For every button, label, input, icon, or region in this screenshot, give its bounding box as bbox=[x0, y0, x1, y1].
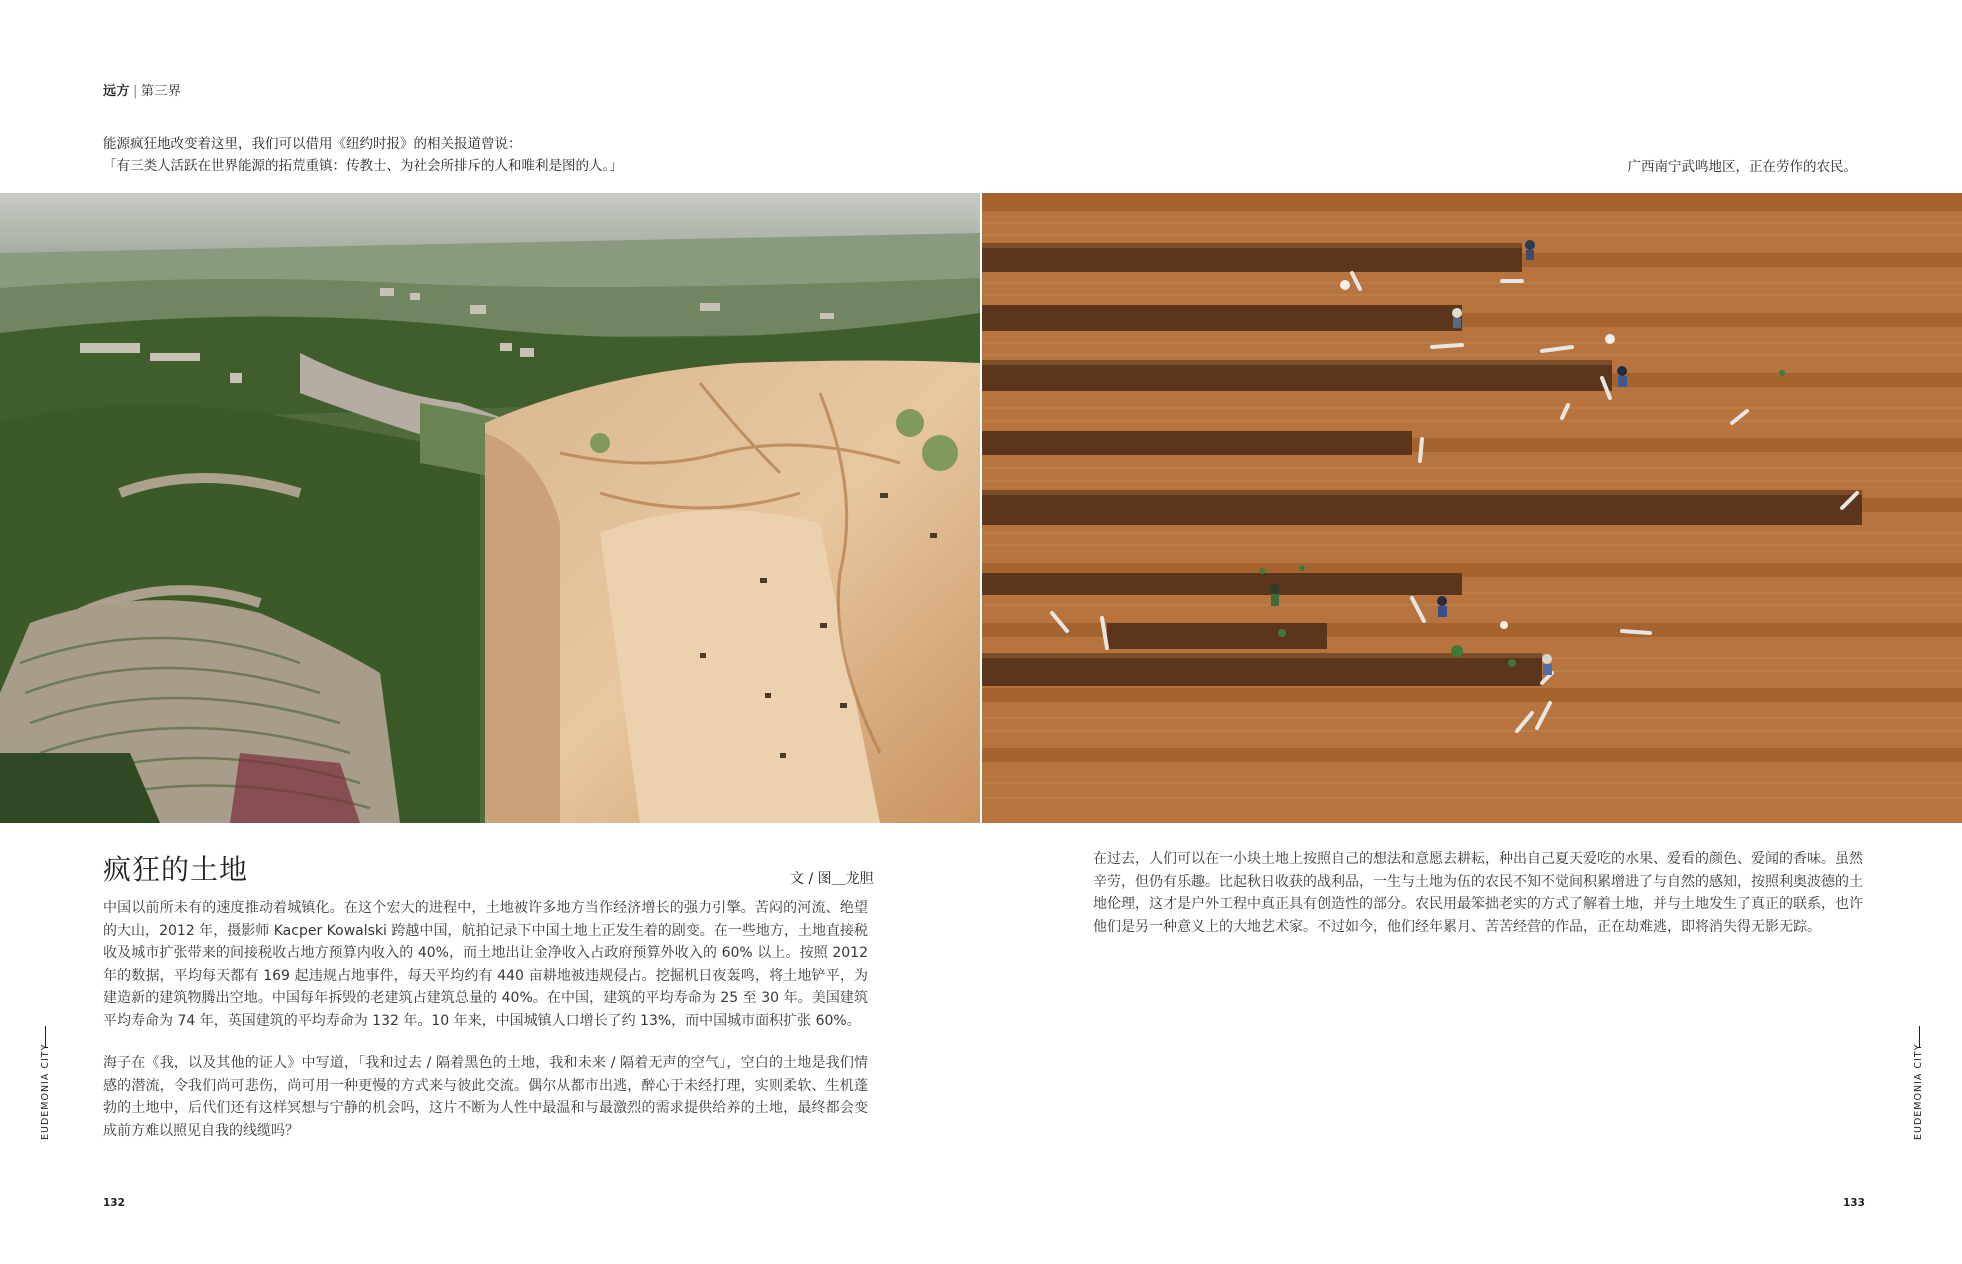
article-paragraph-1: 中国以前所未有的速度推动着城镇化。在这个宏大的进程中，土地被许多地方当作经济增长的强力引擎。苦闷的河流、绝望的大山，2012 年，摄影师 Kacper Kowalski 跨越中国，航拍记录下中国土地上正发生着的剧变。在一些地方，土地直接税收及城市扩张带来的间接税收占地方预算内收入的 40%，而土地出让金净收入占政府预算外收入的 60% 以上。按照 2012 年的数据，平均每天都有 169 起违规占地事件，每天平均约有 440 亩耕地被违规侵占。挖掘机日夜轰鸣，将土地铲平，为建造新的建筑物腾出空地。中国每年拆毁的老建筑占建筑总量的 40%。在中国，建筑的平均寿命为 25 至 30 年。美国建筑平均寿命为 74 年，英国建筑的平均寿命为 132 年。10 年来，中国城镇人口增长了约 13%，而中国城市面积扩张 60%。 bbox=[103, 900, 868, 1029]
intro-quote bbox=[103, 133, 623, 177]
aerial-photo-farmers bbox=[982, 193, 1962, 823]
intro-line-2: 「有三类人活跃在世界能源的拓荒重镇：传教士、为社会所排斥的人和唯利是图的人。」 bbox=[103, 158, 623, 174]
section-separator: | bbox=[133, 84, 138, 99]
article-paragraph-3: 在过去，人们可以在一小块土地上按照自己的想法和意愿去耕耘，种出自己夏天爱吃的水果、爱看的颜色、爱闻的香味。虽然辛劳，但仍有乐趣。比起秋日收获的战利品，一生与土地为伍的农民不知不觉间积累增进了与自然的感知，按照利奥波德的土地伦理，这才是户外工程中真正具有创造性的部分。农民用最笨拙老实的方式了解着土地，并与土地发生了真正的联系，也许他们是另一种意义上的大地艺术家。不过如今，他们经年累月、苦苦经营的作品，正在劫难逃，即将消失得无影无踪。 bbox=[1093, 851, 1863, 935]
magazine-name-right: EUDEMONIA CITY bbox=[1913, 1043, 1924, 1140]
page-number-right: 133 bbox=[1843, 1197, 1865, 1209]
magazine-name-left: EUDEMONIA CITY bbox=[40, 1043, 51, 1140]
article-title: 疯狂的土地 bbox=[103, 853, 249, 886]
section-label bbox=[103, 80, 181, 99]
intro-line-1: 能源疯狂地改变着这里，我们可以借用《纽约时报》的相关报道曾说： bbox=[103, 136, 522, 152]
photo-caption: 广西南宁武鸣地区，正在劳作的农民。 bbox=[1627, 159, 1857, 175]
article-paragraph-2: 海子在《我，以及其他的证人》中写道，「我和过去 / 隔着黑色的土地，我和未来 / 隔着无声的空气」，空白的土地是我们情感的潜流，令我们尚可悲伤，尚可用一种更慢的方式来与彼此交流。偶尔从都市出逃，醉心于未经打理，实则柔软、生机蓬勃的土地中，后代们还有这样冥想与宁静的机会吗，这片不断为人性中最温和与最激烈的需求提供给养的土地，最终都会变成前方难以照见自我的线缆吗？ bbox=[103, 1055, 868, 1139]
article-byline: 文 / 图＿龙胆 bbox=[790, 871, 874, 887]
section-name: 远方 bbox=[103, 84, 131, 99]
aerial-photo-construction bbox=[0, 193, 980, 823]
page-number-left: 132 bbox=[103, 1197, 125, 1209]
subsection-name: 第三界 bbox=[140, 84, 182, 99]
